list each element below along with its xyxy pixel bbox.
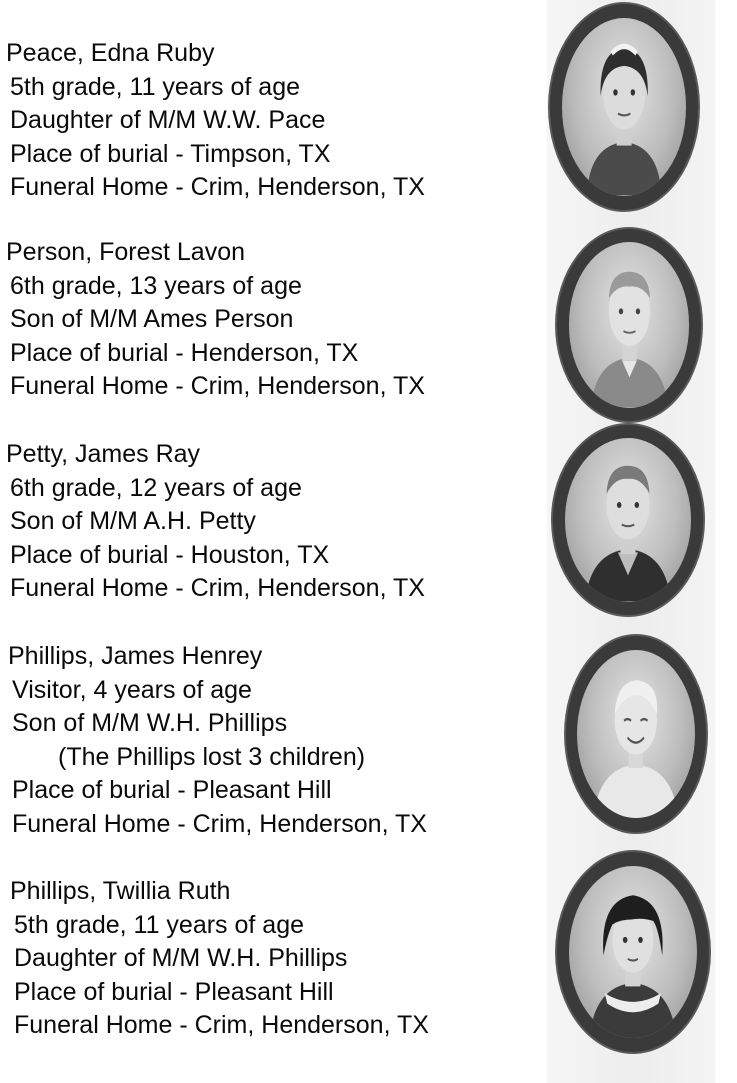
- entry-burial: Place of burial - Henderson, TX: [10, 338, 359, 367]
- portrait-james-ray-petty: [553, 425, 703, 615]
- entry-name: Peace, Edna Ruby: [6, 39, 215, 67]
- portrait-edna-ruby-peace: [550, 4, 698, 210]
- entry-petty-james-ray: [6, 438, 425, 606]
- entry-burial: Place of burial - Houston, TX: [10, 540, 330, 569]
- portrait-james-henrey-phillips: [566, 636, 706, 832]
- entry-parents: Daughter of M/M W.H. Phillips: [14, 944, 348, 972]
- entry-parents: Daughter of M/M W.W. Pace: [10, 106, 326, 134]
- entry-funeral-home: Funeral Home - Crim, Henderson, TX: [10, 574, 425, 602]
- entry-peace-edna-ruby: [6, 37, 425, 205]
- entry-note: (The Phillips lost 3 children): [58, 742, 366, 771]
- entry-grade-age: 5th grade, 11 years of age: [14, 910, 305, 939]
- entry-funeral-home: Funeral Home - Crim, Henderson, TX: [10, 173, 425, 201]
- entry-burial: Place of burial - Timpson, TX: [10, 139, 331, 168]
- portrait-twillia-ruth-phillips: [557, 852, 709, 1052]
- entry-phillips-james-henrey: [8, 640, 427, 841]
- entry-parents: Son of M/M Ames Person: [10, 305, 294, 333]
- entry-grade-age: 6th grade, 13 years of age: [10, 271, 302, 300]
- entry-parents: Son of M/M A.H. Petty: [10, 507, 256, 535]
- entry-phillips-twillia-ruth: [10, 875, 429, 1043]
- portrait-forest-lavon-person: [557, 229, 701, 421]
- entry-burial: Place of burial - Pleasant Hill: [14, 977, 334, 1006]
- entry-funeral-home: Funeral Home - Crim, Henderson, TX: [14, 1011, 429, 1039]
- entry-name: Phillips, James Henrey: [8, 642, 263, 670]
- entry-name: Phillips, Twillia Ruth: [10, 877, 231, 905]
- entry-burial: Place of burial - Pleasant Hill: [12, 776, 332, 804]
- entry-funeral-home: Funeral Home - Crim, Henderson, TX: [12, 809, 427, 838]
- entry-grade-age: 5th grade, 11 years of age: [10, 72, 301, 101]
- entry-parents: Son of M/M W.H. Phillips: [12, 709, 288, 737]
- entry-grade-age: 6th grade, 12 years of age: [10, 473, 302, 502]
- entry-grade-age: Visitor, 4 years of age: [12, 675, 252, 704]
- entry-person-forest-lavon: [6, 236, 425, 404]
- entry-name: Petty, James Ray: [6, 440, 201, 468]
- entry-funeral-home: Funeral Home - Crim, Henderson, TX: [10, 372, 425, 400]
- entry-name: Person, Forest Lavon: [6, 238, 246, 266]
